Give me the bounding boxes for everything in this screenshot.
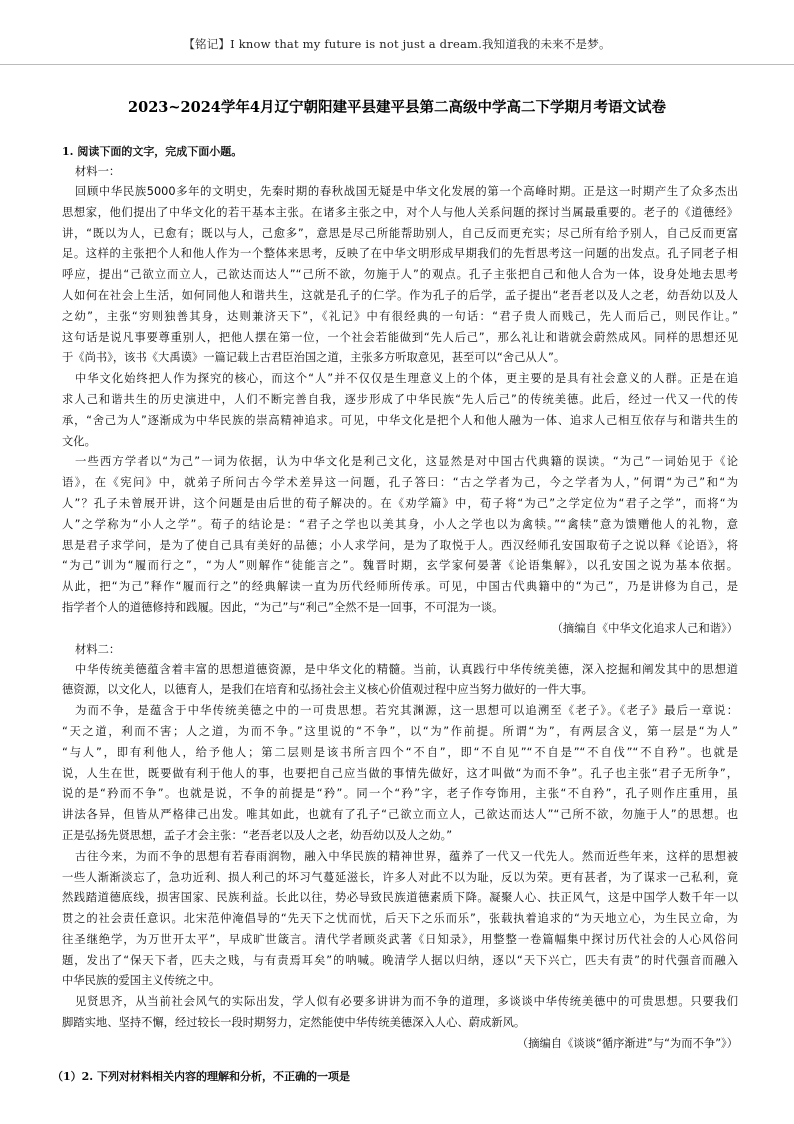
text-line: 中华民族的爱国主义传统之中。 [62, 974, 221, 988]
text-line: 人”之学称为“小人之学”。荀子的结论是：“君子之学也以美其身，小人之学也以为禽犊。”“禽犊”意为馈赠他人的礼物，意 [62, 517, 738, 531]
text-line: 讲，“既以为人，已愈有；既以与人，己愈多”，意思是尽己所能帮助别人，自己反而更充实；尽己所有给予别人，自己反而更富 [62, 226, 738, 240]
text-line: 人如何在社会上生活，如何同他人和谐共生，这就是孔子的仁学。作为孔子的后学，孟子提出“老吾老以及人之老，幼吾幼以及人 [62, 288, 738, 302]
text-line: 于《尚书》，该书《大禹谟》一篇记载上古君臣治国之道，主张多方听取意见，甚至可以“舍己从人”。 [62, 351, 566, 365]
text-line: 这句话是说凡事要尊重别人，把他人摆在第一位，一个社会若能做到“先人后己”，那么礼让和谐就会蔚然成风。同样的思想还见 [62, 330, 738, 344]
text-line: 说的是“矜而不争”。也就是说，不争的前提是“矜”。同一个“矜”字，老子作夸饰用，主张“不自矜”，孔子则作庄重用，虽 [62, 787, 738, 801]
text-line: “为己”训为“履而行之”，“为人”则解作“徒能言之”。魏晋时期，玄学家何晏著《论语集解》，以孔安国之说为基本依据。 [62, 559, 738, 573]
text-line: 承，“舍己为人”逐渐成为中华民族的崇高精神追求。可见，中华文化是把个人和他人融为一体、追求人己相互依存与和谐共生的 [62, 413, 738, 427]
text-line: 然践踏道德底线，损害国家、民族利益。长此以往，势必导致民族道德素质下降。凝聚人心、扶正风气，这是中国学人数千年一以 [62, 891, 738, 905]
text-line: 求人己和谐共生的历史演进中，人们不断完善自我，逐步形成了中华民族“先人后己”的传统美德。此后，经过一代又一代的传 [62, 392, 738, 406]
material-1-label: 材料一： [75, 165, 121, 178]
text-line: 中华文化始终把人作为探究的核心，而这个“人”并不仅仅是生理意义上的个体，更主要的是具有社会意义的人群。正是在追 [75, 372, 738, 386]
text-line: 文化。 [62, 434, 96, 448]
material-2-paragraph-2 [62, 701, 738, 847]
text-line: 贯之的社会责任意识。北宋范仲淹倡导的“先天下之忧而忧，后天下之乐而乐”，张载执着追求的“为天地立心，为生民立命，为 [62, 912, 738, 926]
text-line: 指学者个人的道德修持和践履。因此，“为己”与“利己”全然不是一回事，不可混为一谈。 [62, 600, 504, 614]
document-title: 2023~2024学年4月辽宁朝阳建平县建平县第二高级中学高二下学期月考语文试卷 [128, 99, 666, 116]
material-1-paragraph-1 [62, 182, 738, 369]
text-line: 德资源，以文化人，以德育人，是我们在培育和弘扬社会主义核心价值观过程中应当努力做好的一件大事。 [62, 683, 593, 697]
text-line: 思是君子求学问，是为了使自己具有美好的品德；小人求学问，是为了取悦于人。西汉经师孔安国取荀子之说以释《论语》，将 [62, 538, 738, 552]
text-line: 往圣继绝学，为万世开太平”，早成旷世箴言。清代学者顾炎武著《日知录》，用整整一卷篇幅集中探讨历代社会的人心风俗问 [62, 932, 738, 946]
text-line: 见贤思齐，从当前社会风气的实际出发，学人似有必要多讲讲为而不争的道理，多谈谈中华传统美德中的可贵思想。只要我们 [75, 995, 738, 1009]
text-line: 之幼”，主张“穷则独善其身，达则兼济天下”，《礼记》中有很经典的一句话：“君子贵人而贱己，先人而后己，则民作让。” [62, 309, 738, 323]
text-line: 语》，在《宪问》中，就弟子所问古今学术差异这一问题，孔子答曰：“古之学者为己，今之学者为人，”何谓“为己”和“为 [62, 476, 738, 490]
material-2-paragraph-4 [62, 992, 738, 1034]
text-line: 说，人生在世，既要做有利于他人的事，也要把自己应当做的事情先做好，这才叫做“为而不争”。孔子也主张“君子无所争”， [62, 766, 738, 780]
question-heading: 1. 阅读下面的文字，完成下面小题。 [62, 145, 243, 158]
text-line: 古往今来，为而不争的思想有若春雨润物，融入中华民族的精神世界，蕴养了一代又一代先人。然而近些年来，这样的思想被 [75, 849, 738, 863]
text-line: 题，发出了“保天下者，匹夫之贱，与有责焉耳矣”的呐喊。晚清学人据以归纳，逐以“天下兴亡，匹夫有责”的时代强音而融入 [62, 953, 738, 967]
text-line: 呼应，提出“己欲立而立人，己欲达而达人”“己所不欲，勿施于人”的观点。孔子主张把自己和他人合为一体，设身处地去思考 [62, 268, 738, 282]
text-line: 脚踏实地、坚持不懈，经过较长一段时期努力，定然能使中华传统美德深入人心、蔚成新风。 [62, 1016, 526, 1030]
text-line: “天之道，利而不害；人之道，为而不争。”这里说的“不争”，以“为”作前提。所谓“为”，有两层含义，第一层是“为人” [62, 724, 738, 738]
text-line: 回顾中华民族5000多年的文明史，先秦时期的春秋战国无疑是中华文化发展的第一个高峰时期。正是这一时期产生了众多杰出 [75, 185, 738, 198]
text-line: 一些人渐渐淡忘了，急功近利、损人利己的坏习气蔓延滋长，许多人对此不以为耻，反以为荣。更有甚者，为了谋求一己私利，竟 [62, 870, 738, 884]
text-line: “与人”，即有利他人，给予他人；第二层则是该书所言四个“不自”，即“不自见”“不自是”“不自伐”“不自矜”。也就是 [62, 745, 738, 759]
material-1-source: （摘编自《中华文化追求人己和谐》） [551, 621, 738, 635]
material-1-paragraph-2 [62, 369, 738, 452]
material-1-paragraph-3 [62, 452, 738, 618]
text-line: 中华传统美德蕴含着丰富的思想道德资源，是中华文化的精髓。当前，认真践行中华传统美德，深入挖掘和阐发其中的思想道 [75, 662, 738, 676]
text-line: 足。这样的主张把个人和他人作为一个整体来思考，反映了在中华文明形成早期我们的先哲思考这一问题的出发点。孔子同老子相 [62, 247, 738, 261]
material-2-label: 材料二： [75, 642, 121, 656]
text-line: 一些西方学者以“为己”一词为依据，认为中华文化是利己文化，这显然是对中国古代典籍的误读。“为己”一词始见于《论 [75, 455, 738, 469]
text-line: 人”？孔子未曾展开讲，这个问题是由后世的荀子解决的。在《劝学篇》中，荀子将“为己”之学定位为“君子之学”，而将“为 [62, 496, 738, 510]
text-line: 正是弘扬先贤思想，孟子才会主张：“老吾老以及人之老，幼吾幼以及人之幼。” [62, 828, 453, 842]
header-divider [0, 64, 794, 65]
document-body [62, 142, 738, 1055]
text-line: 从此，把“为己”释作“履而行之”的经典解读一直为历代经师所传承。可见，中国古代典籍中的“为己”，乃是讲修为自己，是 [62, 580, 738, 594]
material-2-paragraph-3 [62, 847, 738, 993]
material-2-source: （摘编自《谈谈“循序渐进”与“为而不争”》） [516, 1036, 738, 1050]
text-line: 讲法各异，但皆从严格律己出发。唯其如此，也就有了孔子“己欲立而立人，己欲达而达人”“己所不欲，勿施于人”的思想。也 [62, 808, 738, 822]
header-motto: 【铭记】I know that my future is not just a dream.我知道我的未来不是梦。 [183, 37, 611, 51]
subquestion-text: （1）2. 下列对材料相关内容的理解和分析，不正确的一项是 [52, 1070, 350, 1083]
material-2-paragraph-1 [62, 660, 738, 702]
text-line: 思想家，他们提出了中华文化的若干基本主张。在诸多主张之中，对个人与他人关系问题的探讨当属最重要的。老子的《道德经》 [62, 205, 738, 219]
text-line: 为而不争，是蕴含于中华传统美德之中的一可贵思想。若究其渊源，这一思想可以追溯至《老子》。《老子》最后一章说： [75, 704, 738, 718]
